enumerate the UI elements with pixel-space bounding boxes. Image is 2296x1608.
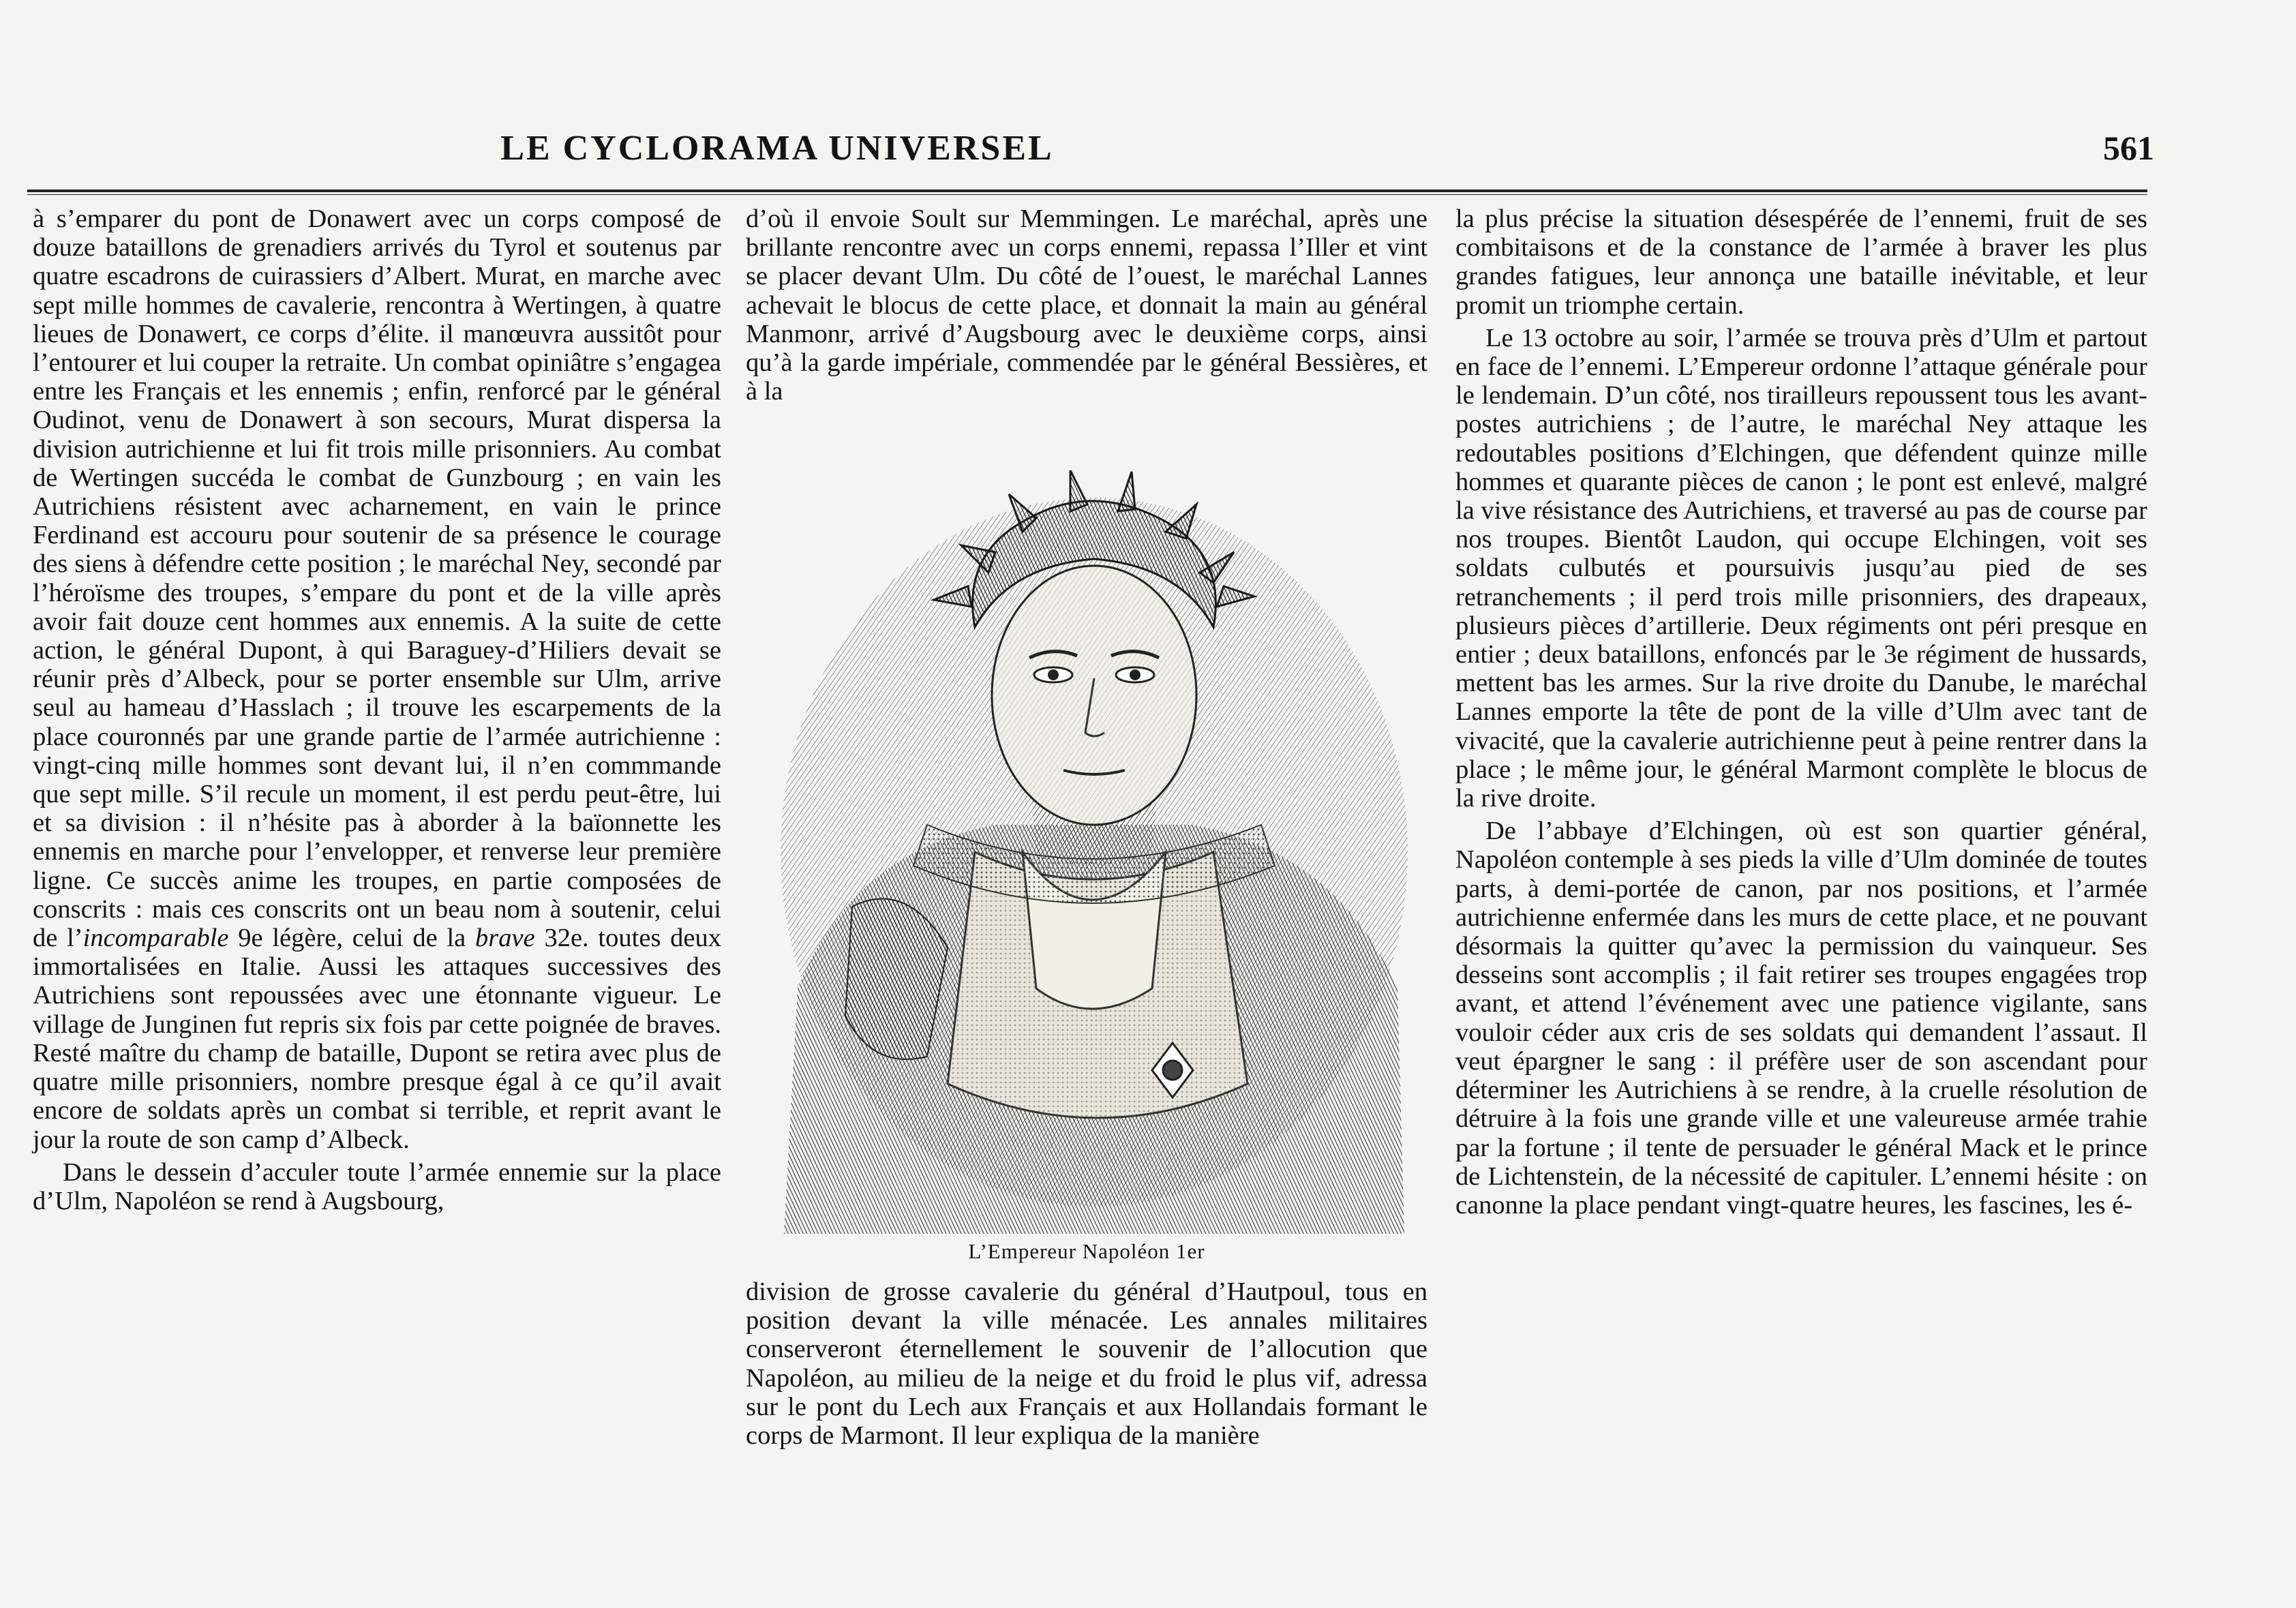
header-rule [27,189,2147,195]
italic-text: brave [475,924,535,953]
paragraph: d’où il envoie Soult sur Memmingen. Le maréchal, après une brillante rencontre avec un corps ennemi, repassa l’Iller et vint se placer devant Ulm. Du côté de l’ouest, le maréchal Lannes achevait le blocus de cette place, et donnait la main au général Manmonr, arrivé d’Augsbourg avec le deuxième corps, ainsi qu’à la garde impériale, commendée par le général Bessières, et à la [746,204,1428,406]
paragraph: De l’abbaye d’Elchingen, où est son quartier général, Napoléon contemple à ses pieds la ville d’Ulm dominée de toutes parts, à demi-portée de canon, par nos positions, et l’armée autrichienne enfermée dans les murs de cette place, et ne pouvant désormais la quitter qu’avec la permission du vainqueur. Ses desseins sont accomplis ; il fait retirer ses troupes engagées trop avant, et attend l’événement avec une patience vigilante, sans vouloir céder aux cris de ses soldats qui demandent l’assaut. Il veut épargner le sang : il préfère user de son ascendant pour déterminer les Autrichiens à se rendre, à la cruelle résolution de détruire à la fois une grande ville et une valeureuse armée trahie par la fortune ; il tente de persuader le général Mack et le prince de Lichtenstein, de la nécessité de capituler. L’ennemi hésite : on canonne la place pendant vingt-quatre heures, les fascines, les é- [1455,817,2147,1219]
text-column-2-top [746,204,1428,406]
paragraph [33,204,721,1154]
illustration-caption: L’Empereur Napoléon 1er [968,1239,1205,1263]
napoleon-portrait-engraving [770,470,1418,1241]
paragraph-text: 9e légère, celui de la [228,924,476,953]
paragraph: Dans le dessein d’acculer toute l’armée ennemie sur la place d’Ulm, Napoléon se rend à Augsbourg, [33,1157,721,1215]
paragraph: division de grosse cavalerie du général d’Hautpoul, tous en position devant la ville ménacée. Les annales militaires conserveront éternellement le souvenir de l’allocution que Napoléon, au milieu de la neige et du froid le plus vif, adressa sur le pont du Lech aux Français et aux Hollandais formant le corps de Marmont. Il leur expliqua de la manière [746,1277,1428,1451]
text-column-3 [1455,204,2147,1219]
page-header [27,128,2154,176]
italic-text: incomparable [82,924,229,953]
paragraph: Le 13 octobre au soir, l’armée se trouva près d’Ulm et partout en face de l’ennemi. L’Empereur ordonne l’attaque générale pour le lendemain. D’un côté, nos tirailleurs repoussent tous les avant-postes autrichiens ; de l’autre, le maréchal Ney attaque les redoutables positions d’Elchingen, que défendent quinze mille hommes et quarante pièces de canon ; le pont est enlevé, malgré la vive résistance des Autrichiens, et traversé au pas de course par nos troupes. Bientôt Laudon, qui occupe Elchingen, voit ses soldats culbutés et poursuivis jusqu’au pied de ses retranchements ; il perd trois mille prisonniers, des drapeaux, plusieurs pièces d’artillerie. Deux régiments ont péri presque en entier ; deux bataillons, enfoncés par le 3e régiment de hussards, mettent bas les armes. Sur la rive droite du Danube, le maréchal Lannes emporte la tête de pont de la ville d’Ulm avec tant de vivacité, que la cavalerie autrichienne peut à peine rentrer dans la place ; le même jour, le général Marmont complète le blocus de la rive droite. [1455,323,2147,813]
paragraph: la plus précise la situation désespérée de l’ennemi, fruit de ses combitaisons et de la constance de l’armée à braver les plus grandes fatigues, leur annonça une bataille inévitable, et leur promit un triomphe certain. [1455,204,2147,320]
page-number: 561 [2103,129,2154,167]
paragraph-text: 32e. toutes deux immortalisées en Italie. Aussi les attaques successives des Autrichiens sont repoussées avec une étonnante vigueur. Le village de Junginen fut repris six fois par cette poignée de braves. Resté maître du champ de bataille, Dupont se retira avec plus de quatre mille prisonniers, nombre presque égal à ce qu’il avait encore de soldats après un combat si terrible, et reprit avant le jour la route de son camp d’Albeck. [33,924,721,1154]
paragraph-text: à s’emparer du pont de Donawert avec un corps composé de douze bataillons de grenadiers arrivés du Tyrol et soutenus par quatre escadrons de cuirassiers d’Albert. Murat, en marche avec sept mille hommes de cavalerie, rencontra à Wertingen, à quatre lieues de Donawert, ce corps d’élite. il manœuvra aussitôt pour l’entourer et lui couper la retraite. Un combat opiniâtre s’engagea entre les Français et les ennemis ; enfin, renforcé par le général Oudinot, venu de Donawert à son secours, Murat dispersa la division autrichienne et lui fit trois mille prisonniers. Au combat de Wertingen succéda le combat de Gunzbourg ; en vain les Autrichiens résistent avec acharnement, en vain le prince Ferdinand est accouru pour soutenir de sa présence le courage des siens à défendre cette position ; le maréchal Ney, secondé par l’héroïsme des troupes, s’empare du pont et de la ville après avoir fait douze cent hommes aux ennemis. A la suite de cette action, le général Dupont, à qui Baraguey-d’Hiliers devait se réunir près d’Albeck, pour se porter ensemble sur Ulm, arrive seul au hameau d’Hasslach ; il trouve les escarpements de la place couronnés par une grande partie de l’armée autrichienne : vingt-cinq mille hommes sont devant lui, il n’en commmande que sept mille. S’il recule un moment, il est perdu peut-être, lui et sa division : il n’hésite pas à aborder à la baïonnette les ennemis en marche pour l’envelopper, et renverse leur première ligne. Ce succès anime les troupes, en partie composées de conscrits : mais ces conscrits ont un beau nom à soutenir, celui de l’ [33,204,721,953]
running-title: LE CYCLORAMA UNIVERSEL [500,129,1054,168]
text-column-1 [33,204,721,1215]
text-column-2-bottom [746,1277,1428,1450]
